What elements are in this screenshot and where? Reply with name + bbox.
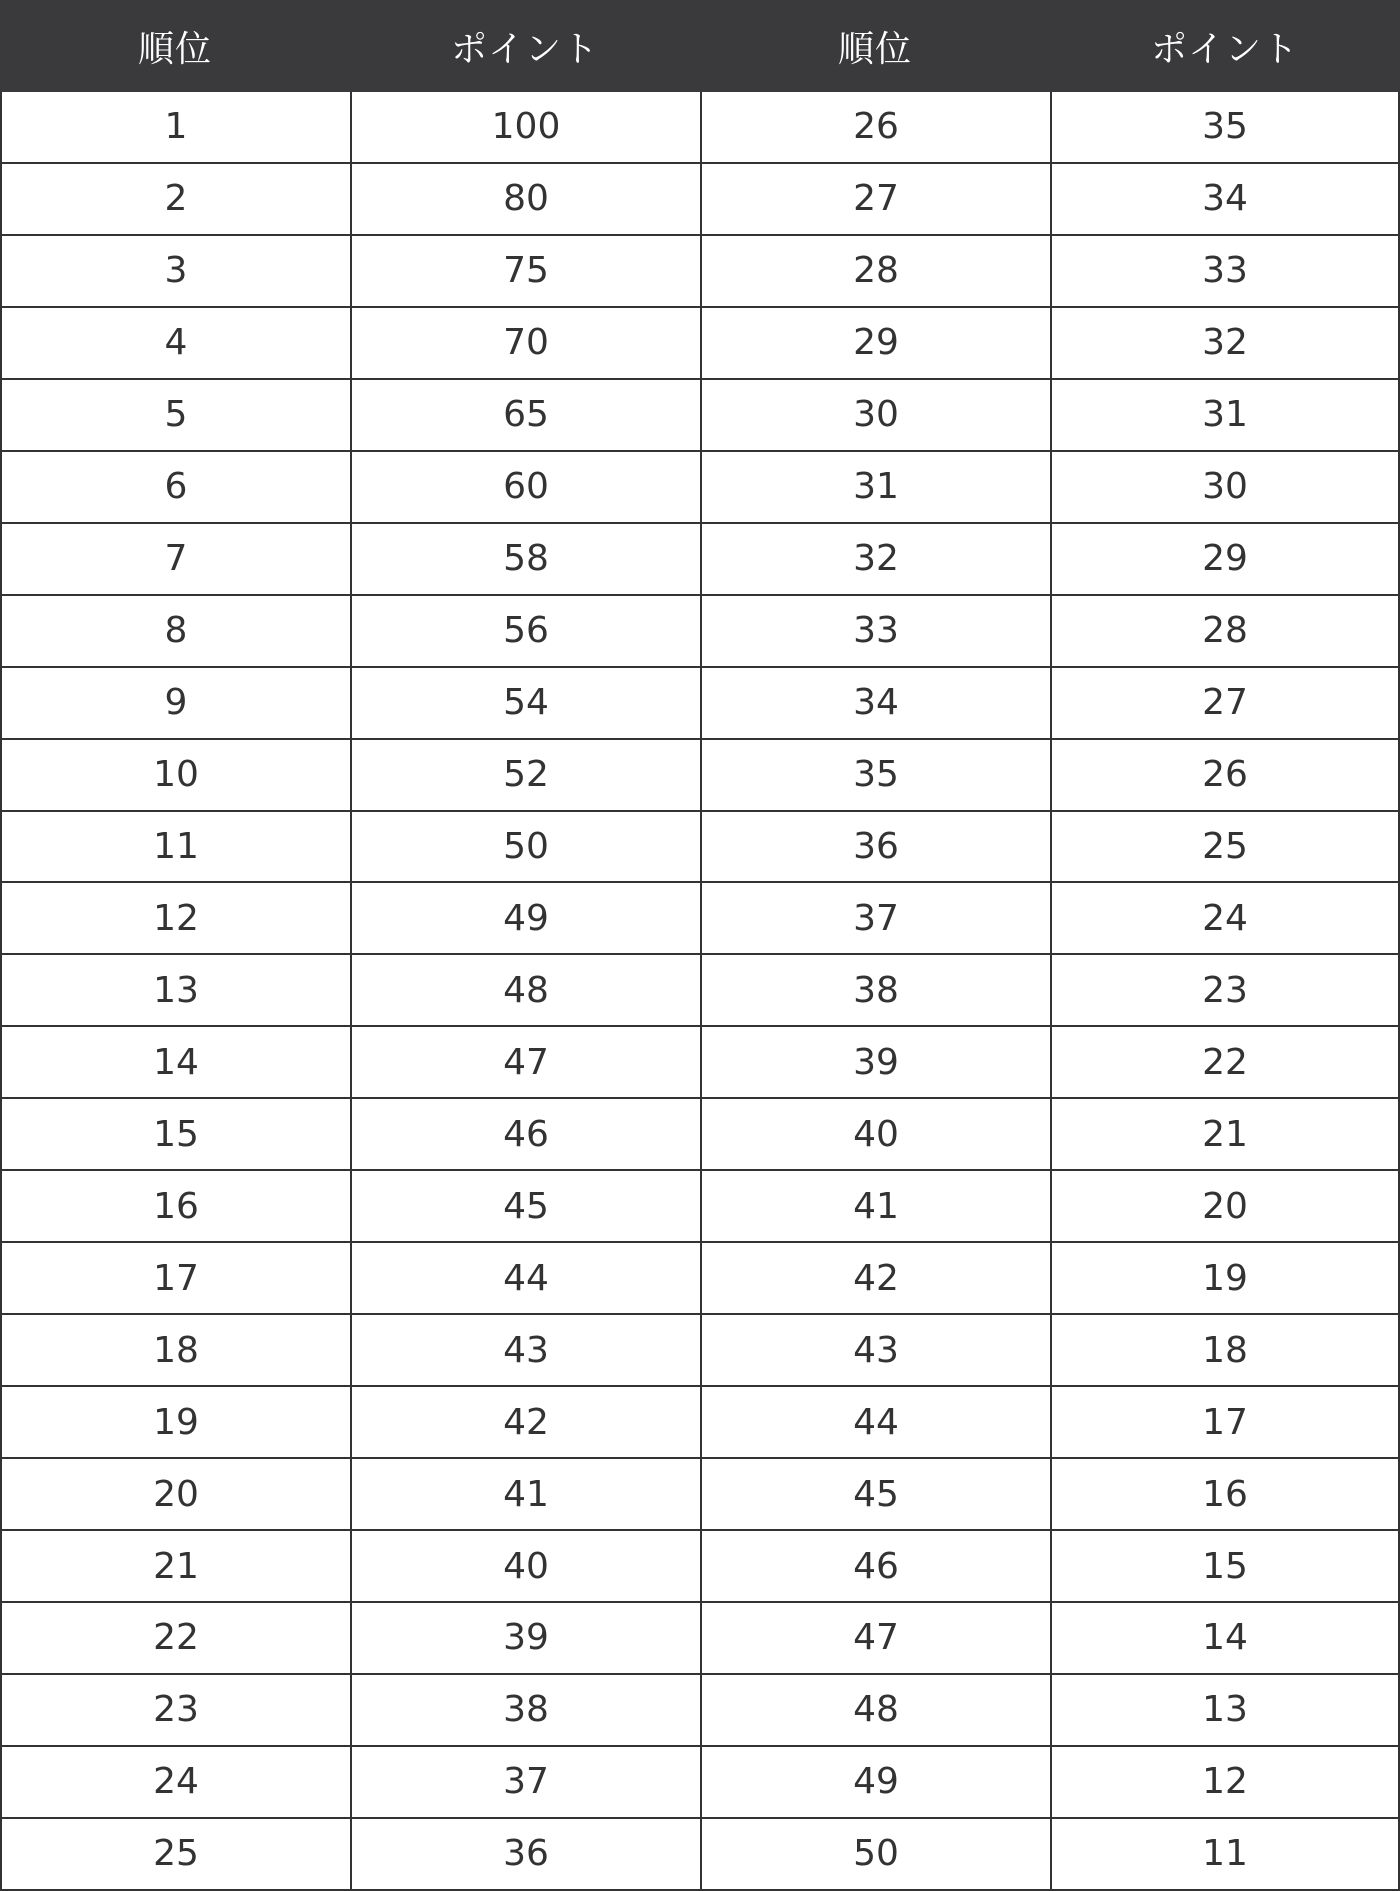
- rank-cell-right: 46: [700, 1531, 1050, 1603]
- rank-cell-left: 4: [0, 308, 350, 380]
- points-cell-left: 54: [350, 668, 700, 740]
- rank-cell-left: 21: [0, 1531, 350, 1603]
- points-cell-left: 52: [350, 740, 700, 812]
- points-cell-right: 33: [1050, 236, 1400, 308]
- rank-cell-left: 7: [0, 524, 350, 596]
- points-cell-left: 49: [350, 883, 700, 955]
- points-cell-left: 75: [350, 236, 700, 308]
- rank-cell-right: 39: [700, 1027, 1050, 1099]
- points-cell-left: 46: [350, 1099, 700, 1171]
- rank-cell-right: 35: [700, 740, 1050, 812]
- points-cell-right: 17: [1050, 1387, 1400, 1459]
- points-cell-left: 42: [350, 1387, 700, 1459]
- points-cell-left: 80: [350, 164, 700, 236]
- rank-cell-right: 26: [700, 92, 1050, 164]
- points-cell-right: 29: [1050, 524, 1400, 596]
- header-points-1: ポイント: [350, 0, 700, 92]
- points-cell-left: 60: [350, 452, 700, 524]
- rank-cell-left: 18: [0, 1315, 350, 1387]
- points-cell-right: 15: [1050, 1531, 1400, 1603]
- rank-cell-right: 31: [700, 452, 1050, 524]
- rank-cell-right: 42: [700, 1243, 1050, 1315]
- header-rank-2: 順位: [700, 0, 1050, 92]
- points-cell-right: 16: [1050, 1459, 1400, 1531]
- rank-cell-right: 27: [700, 164, 1050, 236]
- rank-cell-right: 50: [700, 1819, 1050, 1891]
- points-cell-left: 56: [350, 596, 700, 668]
- points-cell-left: 38: [350, 1675, 700, 1747]
- points-cell-right: 20: [1050, 1171, 1400, 1243]
- points-cell-left: 65: [350, 380, 700, 452]
- points-cell-right: 31: [1050, 380, 1400, 452]
- rank-cell-left: 2: [0, 164, 350, 236]
- points-cell-left: 47: [350, 1027, 700, 1099]
- points-cell-right: 32: [1050, 308, 1400, 380]
- points-cell-left: 50: [350, 812, 700, 884]
- rank-cell-right: 38: [700, 955, 1050, 1027]
- points-cell-left: 39: [350, 1603, 700, 1675]
- points-cell-right: 11: [1050, 1819, 1400, 1891]
- rank-cell-left: 17: [0, 1243, 350, 1315]
- header-rank-1: 順位: [0, 0, 350, 92]
- rank-cell-left: 13: [0, 955, 350, 1027]
- points-cell-left: 44: [350, 1243, 700, 1315]
- points-cell-left: 40: [350, 1531, 700, 1603]
- rank-cell-right: 34: [700, 668, 1050, 740]
- rank-cell-right: 30: [700, 380, 1050, 452]
- points-cell-left: 58: [350, 524, 700, 596]
- points-cell-left: 43: [350, 1315, 700, 1387]
- rank-cell-left: 25: [0, 1819, 350, 1891]
- rank-cell-left: 5: [0, 380, 350, 452]
- rank-cell-left: 22: [0, 1603, 350, 1675]
- rank-cell-left: 1: [0, 92, 350, 164]
- points-cell-left: 100: [350, 92, 700, 164]
- rank-cell-right: 40: [700, 1099, 1050, 1171]
- points-cell-right: 19: [1050, 1243, 1400, 1315]
- points-cell-left: 48: [350, 955, 700, 1027]
- rank-cell-right: 44: [700, 1387, 1050, 1459]
- rank-cell-left: 14: [0, 1027, 350, 1099]
- points-cell-right: 22: [1050, 1027, 1400, 1099]
- rank-cell-left: 24: [0, 1747, 350, 1819]
- rank-cell-right: 48: [700, 1675, 1050, 1747]
- rank-cell-left: 12: [0, 883, 350, 955]
- points-cell-right: 30: [1050, 452, 1400, 524]
- rank-cell-left: 19: [0, 1387, 350, 1459]
- points-cell-left: 70: [350, 308, 700, 380]
- points-cell-right: 13: [1050, 1675, 1400, 1747]
- rank-cell-left: 11: [0, 812, 350, 884]
- points-cell-right: 28: [1050, 596, 1400, 668]
- points-cell-right: 21: [1050, 1099, 1400, 1171]
- rank-cell-right: 37: [700, 883, 1050, 955]
- rank-cell-left: 16: [0, 1171, 350, 1243]
- rank-cell-right: 49: [700, 1747, 1050, 1819]
- points-cell-left: 37: [350, 1747, 700, 1819]
- rank-cell-left: 10: [0, 740, 350, 812]
- rank-cell-right: 32: [700, 524, 1050, 596]
- rank-cell-left: 15: [0, 1099, 350, 1171]
- points-cell-right: 24: [1050, 883, 1400, 955]
- points-cell-right: 23: [1050, 955, 1400, 1027]
- points-cell-right: 25: [1050, 812, 1400, 884]
- points-cell-right: 14: [1050, 1603, 1400, 1675]
- points-cell-right: 27: [1050, 668, 1400, 740]
- points-cell-right: 18: [1050, 1315, 1400, 1387]
- rank-cell-left: 20: [0, 1459, 350, 1531]
- rank-cell-left: 3: [0, 236, 350, 308]
- points-cell-right: 26: [1050, 740, 1400, 812]
- rank-cell-right: 47: [700, 1603, 1050, 1675]
- points-cell-left: 36: [350, 1819, 700, 1891]
- rank-cell-right: 28: [700, 236, 1050, 308]
- points-cell-right: 12: [1050, 1747, 1400, 1819]
- points-cell-right: 34: [1050, 164, 1400, 236]
- points-cell-left: 45: [350, 1171, 700, 1243]
- points-cell-right: 35: [1050, 92, 1400, 164]
- rank-cell-right: 45: [700, 1459, 1050, 1531]
- rank-cell-left: 6: [0, 452, 350, 524]
- header-points-2: ポイント: [1050, 0, 1400, 92]
- rank-cell-left: 8: [0, 596, 350, 668]
- rank-cell-right: 43: [700, 1315, 1050, 1387]
- rank-cell-left: 23: [0, 1675, 350, 1747]
- rank-cell-right: 41: [700, 1171, 1050, 1243]
- rank-cell-left: 9: [0, 668, 350, 740]
- points-cell-left: 41: [350, 1459, 700, 1531]
- rank-cell-right: 36: [700, 812, 1050, 884]
- rank-cell-right: 29: [700, 308, 1050, 380]
- rank-cell-right: 33: [700, 596, 1050, 668]
